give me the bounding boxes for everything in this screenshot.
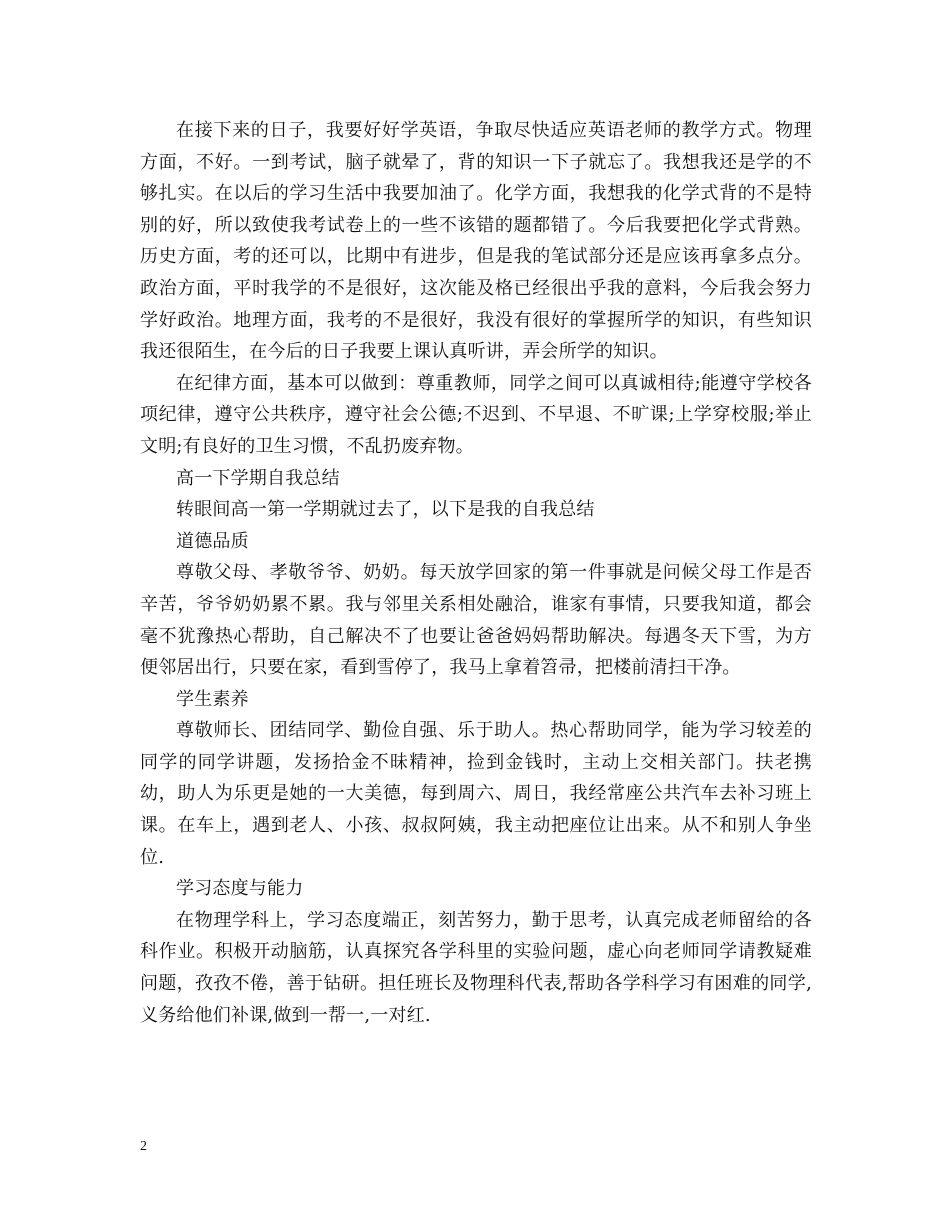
section-heading-summary: 高一下学期自我总结 — [176, 467, 340, 489]
section-heading-attitude: 学习态度与能力 — [176, 878, 304, 900]
paragraph-literacy: 尊敬师长、团结同学、勤俭自强、乐于助人。热心帮助同学，能为学习较差的同学的同学讲题，发扬拾金不昧精神，捡到金钱时，主动上交相关部门。扶老携幼，助人为乐更是她的一大美德，每到周六、周日，我经常座公共汽车去补习班上课。在车上，遇到老人、小孩、叔叔阿姨，我主动把座位让出来。从不和别人争坐位. — [140, 720, 812, 868]
document-body — [140, 115, 812, 1031]
paragraph-attitude: 在物理学科上，学习态度端正，刻苦努力，勤于思考，认真完成老师留给的各科作业。积极开动脑筋，认真探究各学科里的实验问题，虚心向老师同学请教疑难问题，孜孜不倦，善于钻研。担任班长及物理科代表,帮助各学科学习有困难的同学,义务给他们补课,做到一帮一,一对红. — [140, 909, 812, 1026]
page-number: 2 — [140, 1139, 147, 1154]
section-heading-morality: 道德品质 — [176, 530, 249, 552]
paragraph-discipline: 在纪律方面，基本可以做到：尊重教师，同学之间可以真诚相待;能遵守学校各项纪律，遵守公共秩序，遵守社会公德;不迟到、不早退、不旷课;上学穿校服;举止文明;有良好的卫生习惯，不乱扔废弃物。 — [140, 372, 812, 457]
section-heading-literacy: 学生素养 — [176, 688, 249, 710]
paragraph-study-subjects: 在接下来的日子，我要好好学英语，争取尽快适应英语老师的教学方式。物理方面，不好。一到考试，脑子就晕了，背的知识一下子就忘了。我想我还是学的不够扎实。在以后的学习生活中我要加油了。化学方面，我想我的化学式背的不是特别的好，所以致使我考试卷上的一些不该错的题都错了。今后我要把化学式背熟。历史方面，考的还可以，比期中有进步，但是我的笔试部分还是应该再拿多点分。政治方面，平时我学的不是很好，这次能及格已经很出乎我的意料，今后我会努力学好政治。地理方面，我考的不是很好，我没有很好的掌握所学的知识，有些知识我还很陌生，在今后的日子我要上课认真听讲，弄会所学的知识。 — [140, 120, 812, 363]
paragraph-intro: 转眼间高一第一学期就过去了，以下是我的自我总结 — [176, 499, 595, 521]
paragraph-morality: 尊敬父母、孝敬爷爷、奶奶。每天放学回家的第一件事就是问候父母工作是否辛苦，爷爷奶奶累不累。我与邻里关系相处融洽，谁家有事情，只要我知道，都会毫不犹豫热心帮助，自己解决不了也要让爸爸妈妈帮助解决。每遇冬天下雪，为方便邻居出行，只要在家，看到雪停了，我马上拿着笤帚，把楼前清扫干净。 — [140, 562, 812, 679]
